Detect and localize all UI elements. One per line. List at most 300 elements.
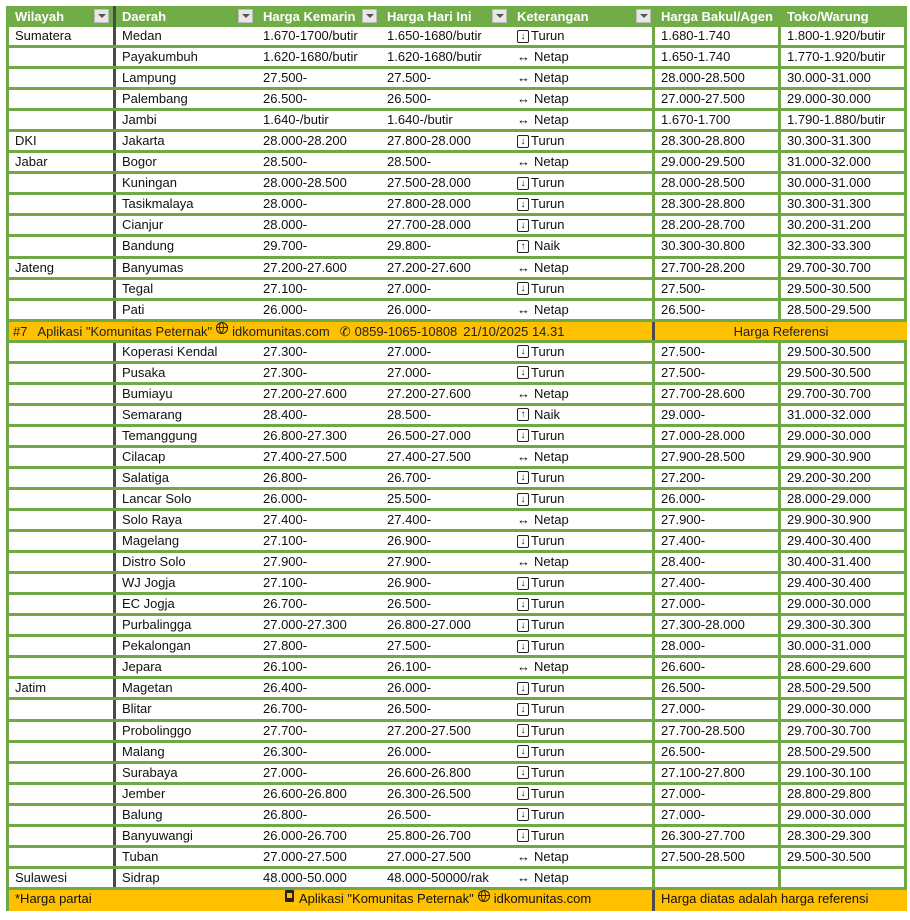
cell-daerah[interactable]: Bandung	[122, 238, 175, 254]
cell-harga-bakul[interactable]: 26.500-	[655, 743, 781, 761]
cell-harga-kemarin[interactable]: 27.100-	[263, 280, 308, 296]
cell-toko-warung[interactable]: 29.200-30.200	[781, 469, 907, 487]
cell-keterangan[interactable]	[511, 237, 655, 255]
cell-toko-warung[interactable]: 29.900-30.900	[781, 511, 907, 529]
cell-keterangan[interactable]	[511, 553, 655, 571]
cell-harga-bakul[interactable]: 26.000-	[655, 490, 781, 508]
cell-harga-bakul[interactable]: 27.500-	[655, 280, 781, 298]
cell-daerah[interactable]: EC Jogja	[122, 596, 175, 612]
cell-toko-warung[interactable]: 29.700-30.700	[781, 259, 907, 277]
cell-wilayah[interactable]	[6, 280, 116, 298]
cell-harga-hari-ini[interactable]: 26.500-	[387, 91, 432, 107]
cell-wilayah[interactable]	[6, 237, 116, 255]
cell-harga-kemarin[interactable]: 26.600-26.800	[263, 785, 347, 801]
cell-harga-hari-ini[interactable]: 27.200-27.500	[387, 722, 471, 738]
cell-harga-bakul[interactable]: 29.000-	[655, 406, 781, 424]
cell-harga-bakul[interactable]: 27.000-	[655, 785, 781, 803]
cell-harga-bakul[interactable]: 28.300-28.800	[655, 195, 781, 213]
cell-harga-bakul[interactable]: 26.300-27.700	[655, 827, 781, 845]
cell-keterangan[interactable]	[511, 785, 655, 803]
cell-harga-bakul[interactable]: 27.700-28.500	[655, 722, 781, 740]
cell-keterangan[interactable]	[511, 469, 655, 487]
cell-daerah[interactable]: Banyuwangi	[122, 827, 193, 843]
cell-toko-warung[interactable]: 1.770-1.920/butir	[781, 48, 907, 66]
cell-toko-warung[interactable]: 1.790-1.880/butir	[781, 111, 907, 129]
cell-harga-hari-ini[interactable]: 27.000-	[387, 364, 432, 380]
cell-harga-bakul[interactable]: 27.200-	[655, 469, 781, 487]
cell-daerah[interactable]: Distro Solo	[122, 554, 186, 570]
cell-wilayah[interactable]	[6, 195, 116, 213]
cell-harga-hari-ini[interactable]: 26.800-27.000	[387, 617, 471, 633]
cell-harga-kemarin[interactable]: 28.000-	[263, 196, 308, 212]
table-row	[6, 364, 907, 385]
cell-harga-kemarin[interactable]: 26.400-	[263, 680, 308, 696]
cell-harga-bakul[interactable]: 27.400-	[655, 532, 781, 550]
cell-toko-warung[interactable]: 29.400-30.400	[781, 574, 907, 592]
cell-harga-bakul[interactable]: 27.000-27.500	[655, 90, 781, 108]
cell-wilayah[interactable]: Jateng	[6, 259, 116, 277]
cell-harga-bakul[interactable]: 30.300-30.800	[655, 237, 781, 255]
col-header-harga-hari-ini[interactable]: Harga Hari Ini	[381, 6, 511, 27]
cell-keterangan[interactable]	[511, 511, 655, 529]
cell-harga-hari-ini[interactable]: 25.500-	[387, 490, 432, 506]
cell-keterangan[interactable]	[511, 427, 655, 445]
cell-daerah[interactable]: Tegal	[122, 280, 154, 296]
cell-toko-warung[interactable]: 29.000-30.000	[781, 90, 907, 108]
cell-toko-warung[interactable]: 28.300-29.300	[781, 827, 907, 845]
cell-daerah[interactable]: WJ Jogja	[122, 575, 176, 591]
cell-wilayah[interactable]	[6, 174, 116, 192]
cell-keterangan[interactable]	[511, 385, 655, 403]
cell-daerah[interactable]: Lancar Solo	[122, 490, 192, 506]
cell-harga-bakul[interactable]: 26.500-	[655, 679, 781, 697]
cell-harga-kemarin[interactable]: 28.000-	[263, 217, 308, 233]
cell-harga-bakul[interactable]: 1.680-1.740	[655, 27, 781, 45]
cell-daerah[interactable]: Pusaka	[122, 364, 166, 380]
cell-harga-bakul[interactable]: 1.670-1.700	[655, 111, 781, 129]
cell-keterangan[interactable]	[511, 343, 655, 361]
col-header-keterangan[interactable]: Keterangan	[511, 6, 655, 27]
cell-keterangan[interactable]	[511, 111, 655, 129]
cell-toko-warung[interactable]: 30.000-31.000	[781, 637, 907, 655]
col-header-harga-kemarin[interactable]: Harga Kemarin	[257, 6, 381, 27]
cell-harga-hari-ini[interactable]: 27.000-27.500	[387, 848, 471, 864]
cell-harga-bakul[interactable]: 26.500-	[655, 301, 781, 319]
cell-harga-hari-ini[interactable]: 27.200-27.600	[387, 259, 471, 275]
cell-toko-warung[interactable]: 30.300-31.300	[781, 195, 907, 213]
cell-keterangan[interactable]	[511, 153, 655, 171]
cell-harga-bakul[interactable]: 27.900-28.500	[655, 448, 781, 466]
cell-wilayah[interactable]	[6, 848, 116, 866]
left-right-arrow-icon: ↔	[517, 448, 530, 464]
cell-harga-kemarin[interactable]: 27.200-27.600	[263, 259, 347, 275]
cell-wilayah[interactable]	[6, 385, 116, 403]
cell-wilayah[interactable]	[6, 743, 116, 761]
cell-harga-hari-ini[interactable]: 26.500-	[387, 596, 432, 612]
cell-harga-kemarin[interactable]: 27.800-	[263, 638, 308, 654]
cell-keterangan[interactable]	[511, 69, 655, 87]
cell-harga-bakul[interactable]: 27.700-28.200	[655, 259, 781, 277]
cell-daerah[interactable]: Cianjur	[122, 217, 164, 233]
filter-dropdown-icon[interactable]	[636, 9, 651, 23]
cell-harga-hari-ini[interactable]: 27.500-	[387, 70, 432, 86]
cell-toko-warung[interactable]: 29.400-30.400	[781, 532, 907, 550]
filter-dropdown-icon[interactable]	[362, 9, 377, 23]
cell-daerah[interactable]: Magetan	[122, 680, 173, 696]
cell-harga-kemarin[interactable]: 48.000-50.000	[263, 869, 347, 885]
cell-daerah[interactable]: Purbalingga	[122, 617, 192, 633]
cell-toko-warung[interactable]: 1.800-1.920/butir	[781, 27, 907, 45]
cell-keterangan[interactable]	[511, 490, 655, 508]
cell-harga-kemarin[interactable]: 27.900-	[263, 554, 308, 570]
cell-wilayah[interactable]	[6, 69, 116, 87]
cell-keterangan[interactable]	[511, 764, 655, 782]
cell-harga-kemarin[interactable]: 26.000-	[263, 301, 308, 317]
cell-harga-kemarin[interactable]: 28.000-28.200	[263, 133, 347, 149]
cell-harga-hari-ini[interactable]: 26.500-	[387, 701, 432, 717]
cell-daerah[interactable]: Jepara	[122, 659, 162, 675]
cell-toko-warung[interactable]: 28.500-29.500	[781, 743, 907, 761]
cell-daerah[interactable]: Probolinggo	[122, 722, 192, 738]
cell-keterangan[interactable]	[511, 574, 655, 592]
cell-harga-bakul[interactable]: 27.700-28.600	[655, 385, 781, 403]
cell-harga-bakul[interactable]: 29.000-29.500	[655, 153, 781, 171]
cell-daerah[interactable]: Medan	[122, 28, 162, 43]
cell-toko-warung[interactable]: 28.600-29.600	[781, 658, 907, 676]
cell-toko-warung[interactable]: 29.300-30.300	[781, 616, 907, 634]
cell-toko-warung[interactable]: 29.700-30.700	[781, 722, 907, 740]
cell-wilayah[interactable]	[6, 722, 116, 740]
cell-harga-kemarin[interactable]: 27.000-27.300	[263, 617, 347, 633]
cell-harga-kemarin[interactable]: 28.400-	[263, 406, 308, 422]
cell-harga-bakul[interactable]: 27.500-	[655, 364, 781, 382]
cell-toko-warung[interactable]: 29.000-30.000	[781, 427, 907, 445]
cell-toko-warung[interactable]: 28.500-29.500	[781, 301, 907, 319]
cell-daerah[interactable]: Bogor	[122, 154, 157, 170]
cell-harga-hari-ini[interactable]: 48.000-50000/rak	[387, 869, 489, 885]
footer-website[interactable]: idkomunitas.com	[493, 890, 592, 906]
cell-harga-kemarin[interactable]: 27.100-	[263, 575, 308, 591]
cell-wilayah[interactable]	[6, 448, 116, 466]
cell-keterangan[interactable]	[511, 448, 655, 466]
cell-harga-hari-ini[interactable]: 26.100-	[387, 659, 432, 675]
col-header-daerah[interactable]: Daerah	[116, 6, 257, 27]
cell-harga-kemarin[interactable]: 28.000-28.500	[263, 175, 347, 191]
cell-wilayah[interactable]	[6, 595, 116, 613]
cell-harga-bakul[interactable]	[655, 869, 781, 887]
cell-toko-warung[interactable]: 30.400-31.400	[781, 553, 907, 571]
cell-harga-kemarin[interactable]: 27.000-27.500	[263, 848, 347, 864]
cell-harga-bakul[interactable]: 27.500-	[655, 343, 781, 361]
cell-keterangan[interactable]	[511, 90, 655, 108]
cell-harga-bakul[interactable]: 28.400-	[655, 553, 781, 571]
cell-wilayah[interactable]	[6, 469, 116, 487]
cell-toko-warung[interactable]: 28.000-29.000	[781, 490, 907, 508]
cell-toko-warung[interactable]: 29.000-30.000	[781, 700, 907, 718]
cell-harga-bakul[interactable]: 28.200-28.700	[655, 216, 781, 234]
cell-harga-kemarin[interactable]: 27.300-	[263, 364, 308, 380]
cell-keterangan[interactable]	[511, 595, 655, 613]
cell-keterangan[interactable]	[511, 195, 655, 213]
cell-wilayah[interactable]: Sumatera	[6, 27, 116, 45]
cell-keterangan[interactable]	[511, 406, 655, 424]
cell-daerah[interactable]: Sidrap	[122, 869, 160, 885]
cell-harga-kemarin[interactable]: 27.300-	[263, 343, 308, 359]
cell-wilayah[interactable]	[6, 216, 116, 234]
arrow-down-icon: ↓	[517, 535, 529, 548]
cell-harga-kemarin[interactable]: 26.000-26.700	[263, 827, 347, 843]
cell-harga-hari-ini[interactable]: 28.500-	[387, 406, 432, 422]
cell-harga-kemarin[interactable]: 26.300-	[263, 743, 308, 759]
cell-harga-hari-ini[interactable]: 28.500-	[387, 154, 432, 170]
cell-daerah[interactable]: Magelang	[122, 533, 180, 549]
cell-keterangan[interactable]	[511, 364, 655, 382]
cell-harga-hari-ini[interactable]: 27.200-27.600	[387, 385, 471, 401]
cell-wilayah[interactable]	[6, 511, 116, 529]
cell-harga-hari-ini[interactable]: 27.000-	[387, 343, 432, 359]
cell-toko-warung[interactable]: 29.000-30.000	[781, 806, 907, 824]
cell-wilayah[interactable]: DKI	[6, 132, 116, 150]
cell-toko-warung[interactable]: 30.000-31.000	[781, 174, 907, 192]
cell-harga-hari-ini[interactable]: 25.800-26.700	[387, 827, 471, 843]
cell-keterangan[interactable]	[511, 827, 655, 845]
cell-toko-warung[interactable]: 29.500-30.500	[781, 280, 907, 298]
cell-wilayah[interactable]	[6, 806, 116, 824]
cell-harga-kemarin[interactable]: 28.500-	[263, 154, 308, 170]
cell-harga-kemarin[interactable]: 1.620-1680/butir	[263, 49, 358, 65]
cell-harga-kemarin[interactable]: 26.100-	[263, 659, 308, 675]
cell-harga-bakul[interactable]: 28.000-28.500	[655, 69, 781, 87]
cell-wilayah[interactable]	[6, 90, 116, 108]
cell-toko-warung[interactable]: 29.700-30.700	[781, 385, 907, 403]
cell-toko-warung[interactable]: 28.800-29.800	[781, 785, 907, 803]
cell-wilayah[interactable]	[6, 301, 116, 319]
cell-harga-hari-ini[interactable]: 27.900-	[387, 554, 432, 570]
cell-daerah[interactable]: Surabaya	[122, 764, 178, 780]
cell-wilayah[interactable]	[6, 48, 116, 66]
cell-keterangan[interactable]	[511, 301, 655, 319]
cell-toko-warung[interactable]: 28.500-29.500	[781, 679, 907, 697]
cell-harga-hari-ini[interactable]: 27.000-	[387, 280, 432, 296]
cell-keterangan[interactable]	[511, 806, 655, 824]
cell-keterangan[interactable]	[511, 658, 655, 676]
cell-daerah[interactable]: Cilacap	[122, 448, 166, 464]
cell-keterangan[interactable]	[511, 679, 655, 697]
cell-harga-hari-ini[interactable]: 26.300-26.500	[387, 785, 471, 801]
cell-daerah[interactable]: Tuban	[122, 848, 159, 864]
status-label: Turun	[531, 343, 565, 359]
cell-harga-hari-ini[interactable]: 26.000-	[387, 743, 432, 759]
cell-keterangan[interactable]	[511, 616, 655, 634]
cell-keterangan[interactable]	[511, 722, 655, 740]
cell-toko-warung[interactable]: 29.500-30.500	[781, 343, 907, 361]
cell-harga-bakul[interactable]: 27.000-	[655, 595, 781, 613]
cell-wilayah[interactable]	[6, 658, 116, 676]
cell-wilayah[interactable]	[6, 427, 116, 445]
cell-daerah[interactable]: Balung	[122, 806, 163, 822]
cell-harga-kemarin[interactable]: 27.700-	[263, 722, 308, 738]
cell-toko-warung[interactable]: 29.500-30.500	[781, 364, 907, 382]
cell-daerah[interactable]: Blitar	[122, 701, 152, 717]
cell-harga-kemarin[interactable]: 1.640-/butir	[263, 112, 329, 128]
cell-harga-hari-ini[interactable]: 27.500-28.000	[387, 175, 471, 191]
cell-harga-hari-ini[interactable]: 1.620-1680/butir	[387, 49, 482, 65]
cell-harga-kemarin[interactable]: 27.000-	[263, 764, 308, 780]
cell-harga-hari-ini[interactable]: 27.400-27.500	[387, 448, 471, 464]
cell-harga-bakul[interactable]: 27.900-	[655, 511, 781, 529]
cell-wilayah[interactable]	[6, 111, 116, 129]
status-label: Turun	[531, 217, 565, 233]
cell-daerah[interactable]: Jakarta	[122, 133, 165, 149]
status-label: Turun	[531, 175, 565, 191]
filter-dropdown-icon[interactable]	[238, 9, 253, 23]
banner-phone: 0859-1065-10808	[354, 323, 458, 339]
cell-harga-kemarin[interactable]: 27.400-27.500	[263, 448, 347, 464]
cell-harga-bakul[interactable]: 27.500-28.500	[655, 848, 781, 866]
cell-keterangan[interactable]	[511, 869, 655, 887]
cell-wilayah[interactable]	[6, 364, 116, 382]
cell-harga-hari-ini[interactable]: 26.000-	[387, 680, 432, 696]
cell-harga-hari-ini[interactable]: 26.500-	[387, 806, 432, 822]
cell-harga-bakul[interactable]: 1.650-1.740	[655, 48, 781, 66]
cell-harga-hari-ini[interactable]: 27.700-28.000	[387, 217, 471, 233]
cell-wilayah[interactable]	[6, 637, 116, 655]
col-header-wilayah[interactable]: Wilayah	[6, 6, 116, 27]
cell-harga-bakul[interactable]: 27.000-	[655, 806, 781, 824]
cell-harga-hari-ini[interactable]: 27.400-	[387, 512, 432, 528]
cell-harga-hari-ini[interactable]: 26.900-	[387, 533, 432, 549]
cell-keterangan[interactable]	[511, 700, 655, 718]
cell-wilayah[interactable]: Sulawesi	[6, 869, 116, 887]
cell-wilayah[interactable]	[6, 616, 116, 634]
filter-dropdown-icon[interactable]	[94, 9, 109, 23]
cell-harga-hari-ini[interactable]: 29.800-	[387, 238, 432, 254]
cell-wilayah[interactable]	[6, 574, 116, 592]
cell-keterangan[interactable]	[511, 216, 655, 234]
cell-daerah[interactable]: Lampung	[122, 70, 177, 86]
banner-website[interactable]: idkomunitas.com	[232, 323, 330, 339]
cell-daerah[interactable]: Temanggung	[122, 427, 198, 443]
cell-harga-kemarin[interactable]: 26.800-	[263, 469, 308, 485]
cell-wilayah[interactable]	[6, 785, 116, 803]
cell-daerah[interactable]: Bumiayu	[122, 385, 173, 401]
cell-keterangan[interactable]	[511, 743, 655, 761]
cell-harga-bakul[interactable]: 27.000-	[655, 700, 781, 718]
cell-daerah[interactable]: Tasikmalaya	[122, 196, 194, 212]
cell-daerah[interactable]: Jambi	[122, 112, 157, 128]
cell-wilayah[interactable]	[6, 406, 116, 424]
cell-harga-kemarin[interactable]: 26.700-	[263, 596, 308, 612]
cell-harga-kemarin[interactable]: 29.700-	[263, 238, 308, 254]
cell-toko-warung[interactable]: 29.000-30.000	[781, 595, 907, 613]
cell-keterangan[interactable]	[511, 637, 655, 655]
cell-toko-warung[interactable]: 29.100-30.100	[781, 764, 907, 782]
cell-keterangan[interactable]	[511, 532, 655, 550]
cell-harga-kemarin[interactable]: 27.200-27.600	[263, 385, 347, 401]
cell-harga-kemarin[interactable]: 27.100-	[263, 533, 308, 549]
cell-keterangan[interactable]	[511, 259, 655, 277]
cell-daerah[interactable]: Banyumas	[122, 259, 184, 275]
cell-wilayah[interactable]: Jatim	[6, 679, 116, 697]
cell-harga-bakul[interactable]: 28.000-28.500	[655, 174, 781, 192]
cell-keterangan[interactable]	[511, 27, 655, 45]
cell-daerah[interactable]: Pekalongan	[122, 638, 191, 654]
cell-harga-kemarin[interactable]: 27.500-	[263, 70, 308, 86]
cell-harga-hari-ini[interactable]: 27.500-	[387, 638, 432, 654]
cell-harga-kemarin[interactable]: 27.400-	[263, 512, 308, 528]
cell-harga-bakul[interactable]: 27.100-27.800	[655, 764, 781, 782]
cell-harga-bakul[interactable]: 27.400-	[655, 574, 781, 592]
cell-daerah[interactable]: Payakumbuh	[122, 49, 198, 65]
cell-toko-warung[interactable]: 31.000-32.000	[781, 153, 907, 171]
filter-dropdown-icon[interactable]	[492, 9, 507, 23]
cell-harga-hari-ini[interactable]: 26.600-26.800	[387, 764, 471, 780]
cell-toko-warung[interactable]: 31.000-32.000	[781, 406, 907, 424]
cell-harga-kemarin[interactable]: 26.700-	[263, 701, 308, 717]
cell-harga-hari-ini[interactable]: 26.000-	[387, 301, 432, 317]
cell-harga-hari-ini[interactable]: 27.800-28.000	[387, 196, 471, 212]
cell-toko-warung[interactable]: 30.000-31.000	[781, 69, 907, 87]
cell-daerah[interactable]: Solo Raya	[122, 512, 182, 528]
cell-harga-hari-ini[interactable]: 1.640-/butir	[387, 112, 453, 128]
cell-keterangan[interactable]	[511, 132, 655, 150]
cell-harga-bakul[interactable]: 28.300-28.800	[655, 132, 781, 150]
cell-toko-warung[interactable]: 29.900-30.900	[781, 448, 907, 466]
cell-harga-hari-ini[interactable]: 27.800-28.000	[387, 133, 471, 149]
cell-wilayah[interactable]	[6, 700, 116, 718]
cell-wilayah[interactable]	[6, 827, 116, 845]
cell-harga-bakul[interactable]: 27.300-28.000	[655, 616, 781, 634]
cell-harga-kemarin[interactable]: 26.800-	[263, 806, 308, 822]
cell-toko-warung[interactable]: 29.500-30.500	[781, 848, 907, 866]
cell-daerah[interactable]: Kuningan	[122, 175, 177, 191]
cell-harga-bakul[interactable]: 27.000-28.000	[655, 427, 781, 445]
cell-toko-warung[interactable]: 30.200-31.200	[781, 216, 907, 234]
cell-keterangan[interactable]	[511, 48, 655, 66]
cell-daerah[interactable]: Salatiga	[122, 469, 169, 485]
cell-daerah[interactable]: Jember	[122, 785, 166, 801]
cell-harga-hari-ini[interactable]: 26.900-	[387, 575, 432, 591]
cell-wilayah[interactable]	[6, 490, 116, 508]
cell-toko-warung[interactable]: 30.300-31.300	[781, 132, 907, 150]
cell-daerah[interactable]: Palembang	[122, 91, 188, 107]
cell-harga-hari-ini[interactable]: 26.700-	[387, 469, 432, 485]
cell-keterangan[interactable]	[511, 280, 655, 298]
cell-wilayah[interactable]	[6, 343, 116, 361]
cell-daerah[interactable]: Koperasi Kendal	[122, 343, 218, 359]
cell-daerah[interactable]: Malang	[122, 743, 165, 759]
cell-harga-bakul[interactable]: 26.600-	[655, 658, 781, 676]
cell-daerah[interactable]: Pati	[122, 301, 145, 317]
cell-harga-kemarin[interactable]: 26.500-	[263, 91, 308, 107]
cell-wilayah[interactable]	[6, 532, 116, 550]
cell-wilayah[interactable]: Jabar	[6, 153, 116, 171]
cell-harga-hari-ini[interactable]: 26.500-27.000	[387, 427, 471, 443]
cell-harga-hari-ini[interactable]: 1.650-1680/butir	[387, 28, 482, 43]
cell-harga-kemarin[interactable]: 26.000-	[263, 490, 308, 506]
cell-wilayah[interactable]	[6, 764, 116, 782]
cell-wilayah[interactable]	[6, 553, 116, 571]
cell-daerah[interactable]: Semarang	[122, 406, 182, 422]
cell-keterangan[interactable]	[511, 174, 655, 192]
cell-keterangan[interactable]	[511, 848, 655, 866]
cell-toko-warung[interactable]	[781, 869, 907, 887]
left-right-arrow-icon: ↔	[517, 154, 530, 170]
cell-toko-warung[interactable]: 32.300-33.300	[781, 237, 907, 255]
cell-harga-kemarin[interactable]: 1.670-1700/butir	[263, 28, 358, 43]
cell-harga-kemarin[interactable]: 26.800-27.300	[263, 427, 347, 443]
cell-harga-bakul[interactable]: 28.000-	[655, 637, 781, 655]
